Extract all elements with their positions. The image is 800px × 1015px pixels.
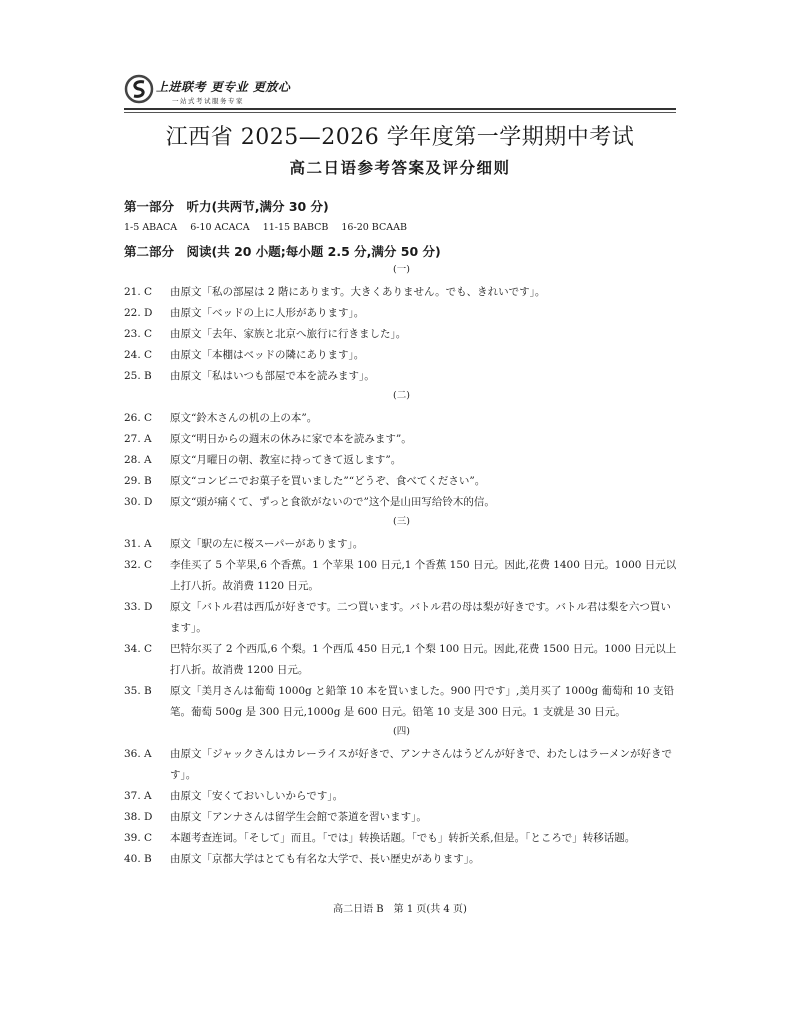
answer-number: 27. A xyxy=(124,433,152,445)
answer-item xyxy=(124,744,679,786)
answer-explanation: 原文“明日からの週末の休みに家で本を読みます”。 xyxy=(170,433,412,445)
answer-item xyxy=(124,303,679,324)
answer-explanation: 由原文「私はいつも部屋で本を読みます」。 xyxy=(170,370,375,382)
answer-number: 22. D xyxy=(124,307,153,319)
answer-item xyxy=(124,849,679,870)
answer-number: 34. C xyxy=(124,643,153,655)
answer-number: 32. C xyxy=(124,559,153,571)
answer-explanation: 本题考查连词。「そして」而且。「では」转换话题。「でも」转折关系,但是。「ところで」转移话题。 xyxy=(170,832,636,844)
brand-slogan: 上进联考 更专业 更放心 xyxy=(156,80,291,94)
page-title: 江西省 2025—2026 学年度第一学期期中考试 xyxy=(165,125,635,150)
brand-tagline: 一站式考试服务专家 xyxy=(172,97,244,105)
answer-explanation: 原文“コンビニでお菓子を買いました”“どうぞ、食べてください”。 xyxy=(170,475,486,487)
group-label: (二) xyxy=(393,390,410,401)
answer-explanation: 原文“頭が痛くて、ずっと食欲がないので”这个是山田写给铃木的信。 xyxy=(170,496,495,508)
answer-item xyxy=(124,324,679,345)
answer-number: 35. B xyxy=(124,685,152,697)
answer-explanation: 李佳买了 5 个苹果,6 个香蕉。1 个苹果 100 日元,1 个香蕉 150 日元。因此,花费 1400 日元。1000 日元以上打八折。故消费 1120 日元。 xyxy=(170,559,677,592)
answer-item xyxy=(124,786,679,807)
answer-content xyxy=(124,198,679,870)
answer-explanation: 由原文「アンナさんは留学生会館で茶道を習います」。 xyxy=(170,811,427,823)
answer-item xyxy=(124,345,679,366)
answer-explanation: 原文「美月さんは葡萄 1000g と鉛筆 10 本を買いました。900 円です」,美月买了 1000g 葡萄和 10 支铅笔。葡萄 500g 是 300 日元,1000g 是 600 日元。铅笔 10 支是 300 日元。1 支就是 30 日元。 xyxy=(170,685,675,718)
answer-item xyxy=(124,828,679,849)
group-label: (一) xyxy=(393,264,410,275)
answer-item xyxy=(124,807,679,828)
answer-explanation: 由原文「京都大学はとても有名な大学で、長い歴史があります」。 xyxy=(170,853,480,865)
group-label: (四) xyxy=(393,726,410,737)
answer-number: 39. C xyxy=(124,832,153,844)
answer-explanation: 原文“月曜日の朝、教室に持ってきて返します”。 xyxy=(170,454,402,466)
answer-item xyxy=(124,492,679,513)
answer-number: 24. C xyxy=(124,349,153,361)
answer-item xyxy=(124,450,679,471)
listening-answer: 1-5 ABACA xyxy=(124,222,178,233)
answer-item xyxy=(124,471,679,492)
swirl-logo-icon xyxy=(124,74,154,104)
answer-explanation: 由原文「私の部屋は 2 階にあります。大きくありません。でも、きれいです」。 xyxy=(170,286,546,298)
answer-item xyxy=(124,366,679,387)
answer-explanation: 由原文「安くておいしいからです」。 xyxy=(170,790,344,802)
answer-number: 21. C xyxy=(124,286,153,298)
answer-item xyxy=(124,681,679,723)
answer-explanation: 由原文「去年、家族と北京へ旅行に行きました」。 xyxy=(170,328,407,340)
answer-explanation: 由原文「ジャックさんはカレーライスが好きで、アンナさんはうどんが好きで、わたしはラーメンが好きです」。 xyxy=(170,748,673,781)
answer-item xyxy=(124,534,679,555)
answer-item xyxy=(124,555,679,597)
listening-answers xyxy=(124,221,679,235)
listening-answer: 16-20 BCAAB xyxy=(341,222,407,233)
answer-number: 23. C xyxy=(124,328,153,340)
answer-explanation: 原文“鈴木さんの机の上の本”。 xyxy=(170,412,318,424)
answer-number: 25. B xyxy=(124,370,152,382)
answer-item xyxy=(124,429,679,450)
answer-item xyxy=(124,408,679,429)
part1-heading: 第一部分 听力(共两节,满分 30 分) xyxy=(124,199,329,214)
answer-number: 29. B xyxy=(124,475,152,487)
header-rule xyxy=(124,108,676,110)
group-label: (三) xyxy=(393,516,410,527)
page-subtitle: 高二日语参考答案及评分细则 xyxy=(289,159,511,177)
answer-number: 38. D xyxy=(124,811,153,823)
page-footer: 高二日语 B 第 1 页(共 4 页) xyxy=(333,904,467,915)
answer-item xyxy=(124,282,679,303)
answer-explanation: 由原文「本棚はベッドの隣にあります」。 xyxy=(170,349,365,361)
answer-item xyxy=(124,597,679,639)
listening-answer: 11-15 BABCB xyxy=(262,222,329,233)
answer-explanation: 由原文「ベッドの上に人形があります」。 xyxy=(170,307,365,319)
reading-groups xyxy=(124,263,679,870)
part2-heading: 第二部分 阅读(共 20 小题;每小题 2.5 分,满分 50 分) xyxy=(124,244,441,259)
answer-number: 33. D xyxy=(124,601,153,613)
header-rule-thin xyxy=(124,112,676,113)
answer-number: 28. A xyxy=(124,454,152,466)
answer-item xyxy=(124,639,679,681)
answer-explanation: 原文「駅の左に桜スーパーがあります」。 xyxy=(170,538,364,550)
answer-number: 37. A xyxy=(124,790,152,802)
answer-explanation: 原文「バトル君は西瓜が好きです。二つ買います。バトル君の母は梨が好きです。バトル君は梨を六つ買います」。 xyxy=(170,601,671,634)
answer-number: 30. D xyxy=(124,496,153,508)
answer-number: 26. C xyxy=(124,412,153,424)
listening-answer: 6-10 ACACA xyxy=(190,222,250,233)
answer-number: 40. B xyxy=(124,853,152,865)
answer-number: 31. A xyxy=(124,538,152,550)
answer-number: 36. A xyxy=(124,748,152,760)
answer-explanation: 巴特尔买了 2 个西瓜,6 个梨。1 个西瓜 450 日元,1 个梨 100 日元。因此,花费 1500 日元。1000 日元以上打八折。故消费 1200 日元。 xyxy=(170,643,677,676)
